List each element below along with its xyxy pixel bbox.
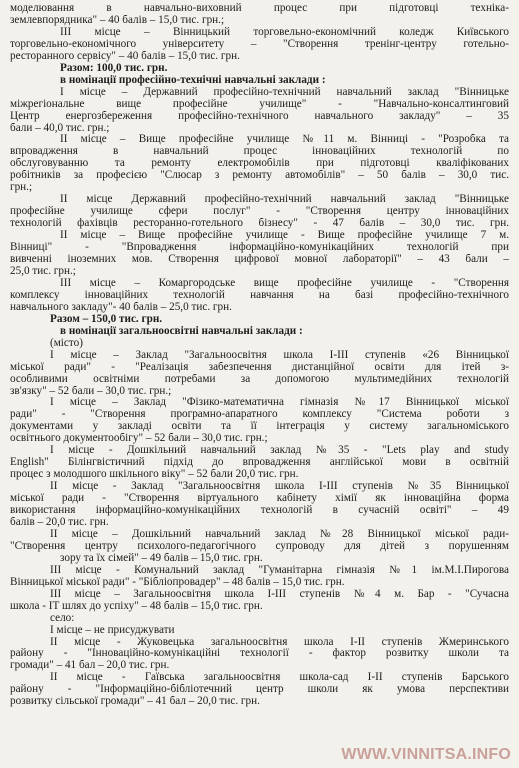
- document-text-line: балів – 20,0 тис. грн.: [10, 516, 109, 528]
- document-text-line: району - "Інформаційно-бібліотечний центр школи як умова перспективи: [10, 684, 509, 696]
- document-text-line: робітників за професією "Слюсар з ремонту автомобілів" – 50 балів – 30,0 тис.: [10, 170, 509, 182]
- document-text-line: навчального закладу"- 40 балів – 25,0 тис. грн.: [10, 301, 232, 313]
- document-text-line: міської ради" - "Реалізація забезпечення дистанційної освіти для ітей з-: [10, 361, 509, 373]
- document-text-line: ради" - "Створення програмно-апаратного комплексу "Система роботи з: [10, 409, 509, 421]
- document-text-line: Вінниці" - "Впровадження інформаційно-комунікаційних технологій при: [10, 242, 509, 254]
- document-text-line: району - "Інноваційно-комунікаційні технології - фактор розвитку школи та: [10, 648, 509, 660]
- document-text-line: II місце - Жуковецька загальноосвітня школа I-II ступенів Жмеринського: [50, 636, 509, 648]
- document-text-line: Центр енергозбереження професійно-технічного навчального закладу" – 35: [10, 110, 509, 122]
- document-text-line: III місце - Комунальний заклад "Гуманітарна гімназія №1 ім.М.І.Пирогова: [50, 564, 509, 576]
- document-text-line: землевпорядника" – 40 балів – 15,0 тис. грн.;: [10, 14, 225, 26]
- document-text-line: II місце – Вище професійне училище №11 м. Вінниці - "Розробка та: [60, 134, 509, 146]
- document-text-line: в номінації загальноосвітні навчальні заклади :: [60, 325, 303, 337]
- document-text-line: English" Білінгвістичний підхід до впровадження англійської мови в освітній: [10, 457, 509, 469]
- document-text-line: використання інформаційно-комунікаційних технологій в сучасній освіті" – 49: [10, 505, 509, 517]
- document-text-line: село:: [50, 612, 75, 624]
- document-text-line: громади" – 41 бал – 20,0 тис. грн.: [10, 660, 170, 672]
- document-text-line: I місце - Дошкільний навчальний заклад №35 - "Lets play and study: [50, 445, 509, 457]
- document-text-line: комплексу інноваційних технологій навчання на базі професійно-технічного: [10, 289, 509, 301]
- document-text-line: I місце – не присуджувати: [50, 624, 175, 636]
- document-text-line: торговельно-економічного університету – "Створення тренінг-центру готельно-: [10, 38, 509, 50]
- document-text-line: моделювання в навчально-виховний процес при підготовці техніка-: [10, 3, 509, 14]
- document-text-line: особливими освітніми потребами за допомогою мультимедійних технологій: [10, 373, 509, 385]
- document-text-line: III місце – Загальноосвітня школа I-III ступенів №4 м. Бар - "Сучасна: [50, 588, 509, 600]
- document-text-line: грн.;: [10, 182, 33, 194]
- document-text-line: розвитку сільської громади" – 41 бал – 20,0 тис. грн.: [10, 696, 260, 708]
- document-text-line: технологій фахівців ресторанно-готельного бізнесу" - 47 балів – 30,0 тис. грн.: [10, 218, 509, 230]
- document-text-line: зору та їх сімей" – 49 балів – 15,0 тис. грн.: [60, 552, 263, 564]
- document-text-line: II місце – Вище професійне училище - Вище професійне училище 7 м.: [60, 230, 509, 242]
- document-text-line: I місце – Заклад "Фізико-математична гімназія №17 Вінницької міської: [50, 397, 509, 409]
- document-text-line: 25,0 тис. грн.;: [10, 265, 76, 277]
- document-text-line: зв'язку" – 52 бали – 30,0 тис. грн.;: [10, 385, 172, 397]
- document-text-line: бали – 40,0 тис. грн.;: [10, 122, 110, 134]
- document-text-body: [10, 3, 509, 708]
- document-text-line: I місце – Заклад "Загальноосвітня школа I-III ступенів «26 Вінницької: [50, 349, 509, 361]
- document-text-line: вивченні іноземних мов. Створення цифрової мовної лабораторії" – 43 бали –: [10, 254, 509, 266]
- document-text-line: III місце – Вінницький торговельно-економічний коледж Київського: [60, 26, 509, 38]
- document-text-line: міської ради - "Створення віртуального кабінету хімії як інноваційна форма: [10, 493, 509, 505]
- document-text-line: міжрегіональне вище професійне училище" - "Навчально-консалтинговий: [10, 98, 509, 110]
- document-text-line: II місце - Гаївська загальноосвітня школа-сад I-II ступенів Барського: [50, 672, 509, 684]
- document-text-line: (місто): [50, 337, 83, 349]
- document-text-line: професійне училище сфери послуг" - "Створення центру інноваційних: [10, 206, 509, 218]
- site-watermark: WWW.VINNITSA.INFO: [341, 746, 511, 763]
- document-text-line: обслуговуванню та ремонту електромобілів при підготовці кваліфікованих: [10, 158, 509, 170]
- document-text-line: школа - IT шлях до успіху" – 48 балів – 15,0 тис. грн.: [10, 600, 263, 612]
- document-text-line: "Створення центру психолого-педагогічного супроводу для дітей з порушенням: [10, 540, 509, 552]
- document-text-line: документами у закладі освіти та її інтеграція у систему загальноміського: [10, 421, 509, 433]
- document-text-line: Разом – 150,0 тис. грн.: [50, 313, 163, 325]
- document-text-line: II місце - Заклад "Загальноосвітня школа I-III ступенів №35 Вінницької: [50, 481, 509, 493]
- document-text-line: III місце – Комаргородське вище професійне училище - "Створення: [60, 277, 509, 289]
- document-text-line: Разом: 100,0 тис. грн.: [60, 62, 168, 74]
- document-text-line: процес з молодшого шкільного віку" – 52 бали 20,0 тис. грн.: [10, 469, 299, 481]
- document-text-line: впровадження в навчальний процес інноваційних технологій по: [10, 146, 509, 158]
- document-text-line: освітнього документообігу" – 52 бали – 30,0 тис. грн.;: [10, 433, 268, 445]
- document-text-line: II місце Державний професійно-технічний навчальний заклад "Вінницьке: [60, 194, 509, 206]
- document-text-line: в номінації професійно-технічні навчальні заклади :: [60, 74, 326, 86]
- document-text-line: I місце – Державний професійно-технічний навчальний заклад "Вінницьке: [60, 86, 509, 98]
- document-text-line: Вінницької міської ради" - "Бібліопровадер" – 48 балів – 15,0 тис. грн.: [10, 576, 345, 588]
- document-text-line: ресторанного сервісу" – 40 балів – 15,0 тис. грн.: [10, 50, 240, 62]
- document-text-line: II місце – Дошкільний навчальний заклад №28 Вінницької міської ради-: [50, 528, 509, 540]
